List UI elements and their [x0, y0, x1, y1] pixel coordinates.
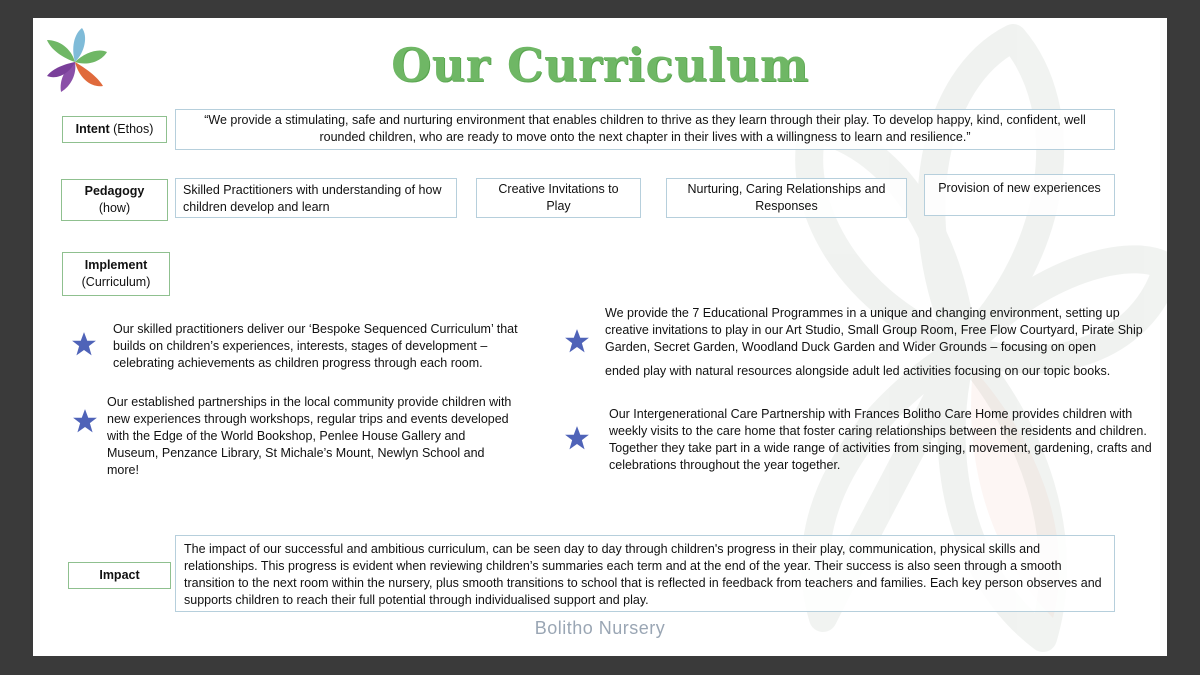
- pedagogy-item-nurturing: [666, 178, 907, 218]
- implement-label-sub: (Curriculum): [81, 275, 151, 289]
- pedagogy-item-text: Provision of new experiences: [938, 181, 1101, 195]
- intent-text-box: [175, 109, 1115, 150]
- pedagogy-item-text: Nurturing, Caring Relationships and Responses: [687, 182, 886, 213]
- impact-text: The impact of our successful and ambitious curriculum, can be seen day to day through children's progress in their play, communication, physical skills and relationships. This progress is evident when reviewing children’s summaries each term and at the end of the year. Their success is also seen through a smooth transition to the next room within the nursery, plus smooth transitions to school that is reflected in feedback from teachers and families. Each key person observes and supports children to reach their full potential through individualised support and play.: [184, 542, 1102, 607]
- footer-brand: Bolitho Nursery: [534, 618, 666, 638]
- implement-label-bold: Implement: [84, 258, 148, 272]
- pedagogy-item-provision: [924, 174, 1115, 216]
- pedagogy-label: [61, 179, 168, 221]
- page-title: Our Curriculum: [391, 38, 809, 92]
- star-icon: [564, 425, 590, 451]
- star-icon: [71, 331, 97, 357]
- implement-point-care-partnership: Our Intergenerational Care Partnership with Frances Bolitho Care Home provides children with weekly visits to the care home that foster caring relationships between the residents and children. Together they take part in a wide range of activities from singing, movement, gardening, crafts and celebrations throughout the year together.: [609, 407, 1152, 472]
- implement-point-programmes: We provide the 7 Educational Programmes in a unique and changing environment, setting up creative invitations to play in our Art Studio, Small Group Room, Free Flow Courtyard, Pirate Ship Garden, Secret Garden, Woodland Duck Garden and Wider Grounds – focusing on open: [605, 306, 1143, 354]
- slide: [33, 18, 1167, 656]
- intent-label: [62, 116, 167, 143]
- star-icon: [564, 328, 590, 354]
- impact-label: Impact: [68, 562, 171, 589]
- intent-text: “We provide a stimulating, safe and nurturing environment that enables children to thrive as they learn through their play. To develop happy, kind, confident, well rounded children, who are ready to move onto the next chapter in their lives with a willingness to learn and resilience.”: [204, 113, 1086, 144]
- intent-label-rest: (Ethos): [109, 122, 154, 136]
- star-icon: [72, 408, 98, 434]
- intent-label-bold: Intent: [75, 122, 110, 136]
- pedagogy-label-bold: Pedagogy: [84, 184, 145, 198]
- implement-point-curriculum: Our skilled practitioners deliver our ‘Bespoke Sequenced Curriculum’ that builds on children’s experiences, interests, stages of development – celebrating achievements as children progress through each room.: [113, 322, 518, 370]
- pedagogy-label-sub: (how): [98, 201, 131, 215]
- impact-text-box: [175, 535, 1115, 612]
- implement-point-programmes-cont: ended play with natural resources alongside adult led activities focusing on our topic books.: [605, 364, 1111, 378]
- implement-point-partnerships: Our established partnerships in the local community provide children with new experiences through workshops, regular trips and events developed with the Edge of the World Bookshop, Penlee House Gallery and Museum, Penzance Library, St Michale’s Mount, Newlyn School and more!: [107, 395, 512, 477]
- implement-label: [62, 252, 170, 296]
- pedagogy-item-skilled: [175, 178, 457, 218]
- pedagogy-item-creative: [476, 178, 641, 218]
- pedagogy-item-text: Skilled Practitioners with understanding of how children develop and learn: [183, 183, 442, 214]
- pedagogy-item-text: Creative Invitations to Play: [498, 182, 619, 213]
